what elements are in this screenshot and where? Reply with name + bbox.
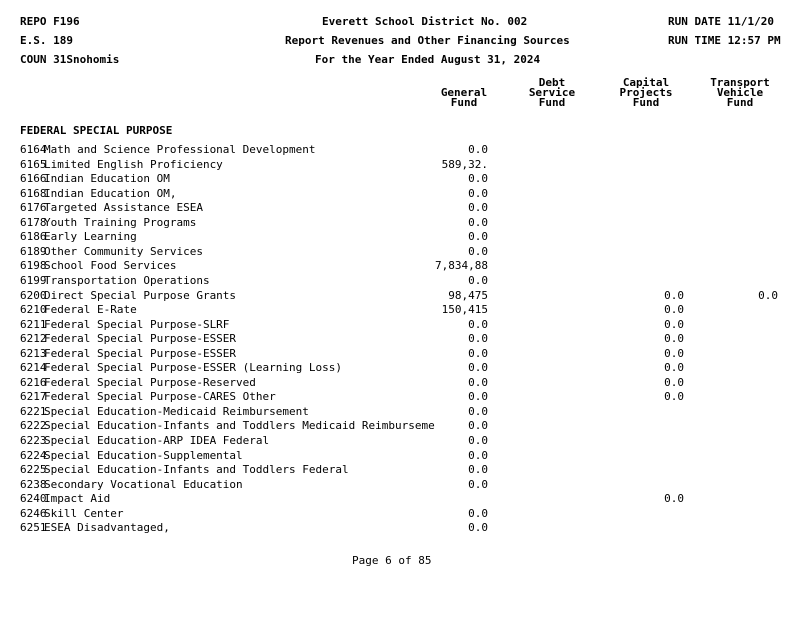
table-row <box>0 463 800 477</box>
row-code: 6217 <box>20 390 47 404</box>
general-fund-value: 0.0 <box>468 244 488 258</box>
row-code: 6164 <box>20 143 47 156</box>
run-date: RUN DATE 11/1/20 <box>668 15 774 28</box>
row-description: Targeted Assistance ESEA <box>44 201 203 215</box>
table-row <box>0 158 800 172</box>
row-description: Skill Center <box>44 506 124 520</box>
row-code: 6168 <box>20 186 47 200</box>
general-fund-value: 0.0 <box>468 230 488 244</box>
row-code: 6176 <box>20 201 47 215</box>
row-code: 6251 <box>20 521 47 535</box>
table-row <box>0 143 800 157</box>
row-code: 6240 <box>20 492 47 506</box>
table-row <box>0 419 800 433</box>
general-fund-value: 0.0 <box>468 404 488 418</box>
row-description: Federal Special Purpose-CARES Other <box>44 390 276 404</box>
row-code: 6166 <box>20 172 47 186</box>
table-row <box>0 303 800 317</box>
general-fund-value: 0.0 <box>468 434 488 447</box>
table-row <box>0 449 800 463</box>
general-fund-value: 98,475 <box>448 288 488 302</box>
row-description: Direct Special Purpose Grants <box>44 288 237 302</box>
section-title: FEDERAL SPECIAL PURPOSE <box>20 124 173 137</box>
row-code: 6186 <box>20 230 47 244</box>
general-fund-value: 0.0 <box>468 317 488 331</box>
row-code: 6213 <box>20 346 47 360</box>
general-fund-value: 589,32. <box>441 157 488 171</box>
general-fund-value: 7,834,88 <box>435 259 488 273</box>
row-description: School Food Services <box>44 259 177 273</box>
capital-projects-value: 0.0 <box>664 390 684 404</box>
capital-projects-value: 0.0 <box>664 492 684 506</box>
report-period: For the Year Ended August 31, 2024 <box>315 53 541 66</box>
column-header-capital-projects-fund: Capital Projects Fund <box>619 76 673 109</box>
row-code: 6189 <box>20 244 47 258</box>
page-number: Page 6 of 85 <box>352 554 432 567</box>
row-description: ESEA Disadvantaged, <box>44 521 170 535</box>
district-name: Everett School District No. 002 <box>322 15 528 28</box>
column-header-debt-service-fund: Debt Service Fund <box>528 76 576 109</box>
column-header-general-fund: General Fund <box>440 86 488 109</box>
row-code: 6222 <box>20 419 47 433</box>
row-description: Federal Special Purpose-ESSER <box>44 332 237 346</box>
report-id: REPO F196 <box>20 15 80 28</box>
column-header-transport-vehicle-fund: Transport Vehicle Fund <box>710 76 770 109</box>
table-row <box>0 478 800 492</box>
capital-projects-value: 0.0 <box>664 332 684 346</box>
row-code: 6210 <box>20 303 47 317</box>
table-row <box>0 507 800 521</box>
row-code: 6178 <box>20 215 47 229</box>
general-fund-value: 0.0 <box>468 375 488 389</box>
general-fund-value: 0.0 <box>468 201 488 215</box>
general-fund-value: 0.0 <box>468 346 488 360</box>
row-code: 6223 <box>20 434 47 447</box>
general-fund-value: 0.0 <box>468 463 488 477</box>
table-row <box>0 172 800 186</box>
row-code: 6214 <box>20 361 47 375</box>
table-row <box>0 376 800 390</box>
general-fund-value: 0.0 <box>468 332 488 346</box>
row-code: 6238 <box>20 477 47 491</box>
row-description: Federal Special Purpose-ESSER (Learning Loss) <box>44 361 343 375</box>
table-row <box>0 259 800 273</box>
row-description: Special Education-Infants and Toddlers Medicaid Reimburseme <box>44 419 435 433</box>
row-code: 6216 <box>20 375 47 389</box>
row-code: 6165 <box>20 157 47 171</box>
general-fund-value: 150,415 <box>441 303 488 317</box>
general-fund-value: 0.0 <box>468 448 488 462</box>
row-description: Limited English Proficiency <box>44 157 223 171</box>
table-row <box>0 361 800 375</box>
row-description: Federal E-Rate <box>44 303 137 317</box>
general-fund-value: 0.0 <box>468 477 488 491</box>
general-fund-value: 0.0 <box>468 172 488 186</box>
row-code: 6221 <box>20 404 47 418</box>
row-description: Special Education-Supplemental <box>44 448 243 462</box>
general-fund-value: 0.0 <box>468 390 488 404</box>
row-code: 6225 <box>20 463 47 477</box>
row-description: Special Education-Medicaid Reimbursement <box>44 404 309 418</box>
row-code: 6199 <box>20 273 47 287</box>
row-description: Special Education-Infants and Toddlers Federal <box>44 463 349 477</box>
capital-projects-value: 0.0 <box>664 303 684 317</box>
row-description: Early Learning <box>44 230 137 244</box>
row-code: 6198 <box>20 259 47 273</box>
row-description: Math and Science Professional Development <box>44 143 316 156</box>
row-description: Federal Special Purpose-Reserved <box>44 375 256 389</box>
table-row <box>0 187 800 201</box>
row-code: 6246 <box>20 506 47 520</box>
row-code: 6211 <box>20 317 47 331</box>
row-description: Special Education-ARP IDEA Federal <box>44 434 270 447</box>
table-row <box>0 274 800 288</box>
capital-projects-value: 0.0 <box>664 288 684 302</box>
capital-projects-value: 0.0 <box>664 346 684 360</box>
row-description: Youth Training Programs <box>44 215 197 229</box>
table-row <box>0 245 800 259</box>
table-row <box>0 521 800 535</box>
table-row <box>0 201 800 215</box>
general-fund-value: 0.0 <box>468 506 488 520</box>
county-label: COUN 31Snohomis <box>20 53 120 66</box>
table-row <box>0 289 800 303</box>
row-description: Transportation Operations <box>44 273 210 287</box>
general-fund-value: 0.0 <box>468 521 488 535</box>
table-row <box>0 347 800 361</box>
row-description: Secondary Vocational Education <box>44 477 243 491</box>
capital-projects-value: 0.0 <box>664 317 684 331</box>
table-row <box>0 492 800 506</box>
row-description: Indian Education OM, <box>44 186 177 200</box>
capital-projects-value: 0.0 <box>664 361 684 375</box>
row-code: 6200 <box>20 288 47 302</box>
es-number: E.S. 189 <box>20 34 73 47</box>
row-description: Federal Special Purpose-ESSER <box>44 346 237 360</box>
table-row <box>0 230 800 244</box>
table-row <box>0 216 800 230</box>
capital-projects-value: 0.0 <box>664 375 684 389</box>
row-description: Other Community Services <box>44 244 203 258</box>
general-fund-value: 0.0 <box>468 143 488 156</box>
table-row <box>0 405 800 419</box>
row-code: 6224 <box>20 448 47 462</box>
report-title: Report Revenues and Other Financing Sources <box>285 34 570 47</box>
general-fund-value: 0.0 <box>468 361 488 375</box>
table-row <box>0 434 800 448</box>
general-fund-value: 0.0 <box>468 419 488 433</box>
row-description: Impact Aid <box>44 492 111 506</box>
table-row <box>0 390 800 404</box>
run-time: RUN TIME 12:57 PM <box>668 34 781 47</box>
general-fund-value: 0.0 <box>468 273 488 287</box>
general-fund-value: 0.0 <box>468 215 488 229</box>
row-code: 6212 <box>20 332 47 346</box>
row-description: Indian Education OM <box>44 172 170 186</box>
table-row <box>0 332 800 346</box>
table-row <box>0 318 800 332</box>
general-fund-value: 0.0 <box>468 186 488 200</box>
transport-vehicle-value: 0.0 <box>758 288 778 302</box>
row-description: Federal Special Purpose-SLRF <box>44 317 230 331</box>
